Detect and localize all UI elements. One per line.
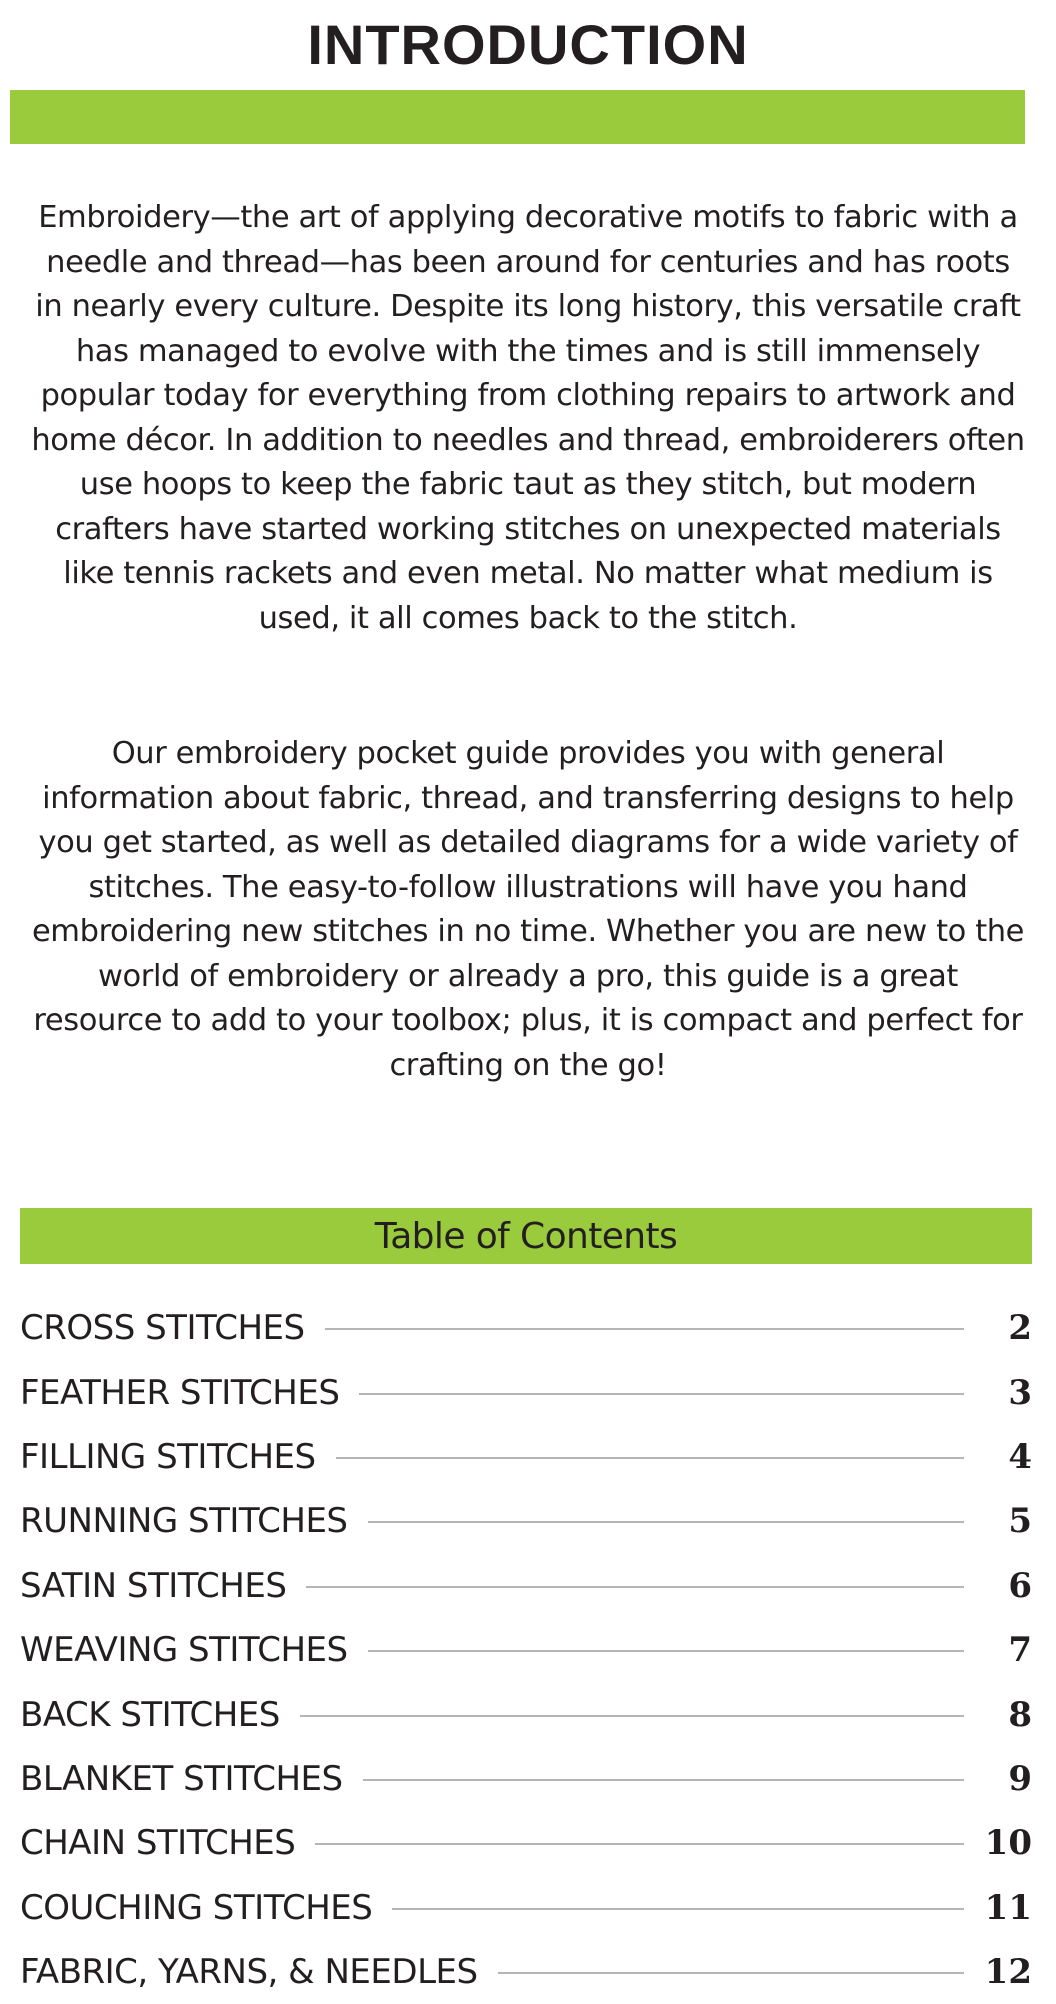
toc-leader-line [392,1908,964,1910]
toc-leader-line [368,1650,964,1652]
toc-leader-line [359,1393,964,1395]
toc-entry-label: BLANKET STITCHES [20,1758,343,1799]
toc-entry-page: 6 [1008,1565,1032,1606]
toc-leader-line [498,1972,964,1974]
toc-entry-label: SATIN STITCHES [20,1565,287,1606]
toc-heading: Table of Contents [20,1208,1032,1264]
toc-leader-line [363,1779,964,1781]
toc-entry[interactable] [20,1360,1032,1424]
toc-entry[interactable] [20,1489,1032,1553]
toc-entry-label: WEAVING STITCHES [20,1630,348,1671]
toc-entry[interactable] [20,1876,1032,1940]
toc-entry-label: COUCHING STITCHES [20,1887,373,1928]
toc-entry[interactable] [20,1940,1032,2004]
toc-entry-page: 12 [984,1952,1032,1993]
intro-paragraph-2: Our embroidery pocket guide provides you with general information about fabric, thread, and transferring designs to help you get started, as well as detailed diagrams for a wide variety of stitches. The easy-to-follow illustrations will have you hand embroidering new stitches in no time. Whether you are new to the world of embroidery or already a pro, this guide is a great resource to add to your toolbox; plus, it is compact and perfect for crafting on the go! [31,736,1025,1083]
toc-leader-line [300,1715,964,1717]
toc-leader-line [368,1521,964,1523]
toc-entry[interactable] [20,1296,1032,1360]
toc-entry-label: CHAIN STITCHES [20,1823,296,1864]
toc-leader-line [325,1328,964,1330]
toc-entry-page: 2 [1008,1308,1032,1349]
toc-entry-label: CROSS STITCHES [20,1308,305,1349]
toc-entry-label: FABRIC, YARNS, & NEEDLES [20,1952,478,1993]
page-title: INTRODUCTION [307,13,749,76]
title-accent-bar [10,90,1025,144]
toc-entry-page: 5 [1008,1501,1032,1542]
toc-entry[interactable] [20,1747,1032,1811]
toc-entry-page: 9 [1008,1758,1032,1799]
toc-entry[interactable] [20,1811,1032,1875]
toc-entry-page: 3 [1008,1372,1032,1413]
toc-leader-line [306,1586,964,1588]
toc-leader-line [336,1457,964,1459]
toc-entry-label: BACK STITCHES [20,1694,280,1735]
toc-entry[interactable] [20,1554,1032,1618]
toc-leader-line [315,1843,964,1845]
toc-entry[interactable] [20,1618,1032,1682]
toc-entry[interactable] [20,1682,1032,1746]
toc-entry-page: 8 [1008,1694,1032,1735]
toc-entry-label: RUNNING STITCHES [20,1501,348,1542]
intro-paragraph-1: Embroidery—the art of applying decorative motifs to fabric with a needle and thread—has been around for centuries and has roots in nearly every culture. Despite its long history, this versatile craft has managed to evolve with the times and is still immensely popular today for everything from clothing repairs to artwork and home décor. In addition to needles and thread, embroiderers often use hoops to keep the fabric taut as they stitch, but modern crafters have started working stitches on unexpected materials like tennis rackets and even metal. No matter what medium is used, it all comes back to the stitch. [31,200,1025,636]
toc-entry-page: 4 [1008,1436,1032,1477]
toc-entry-page: 11 [984,1887,1032,1928]
toc-entry-page: 7 [1008,1630,1032,1671]
toc-entry-label: FEATHER STITCHES [20,1372,340,1413]
toc-entry-page: 10 [984,1823,1032,1864]
toc-entry-label: FILLING STITCHES [20,1436,316,1477]
toc-entry[interactable] [20,1425,1032,1489]
table-of-contents [20,1296,1032,2004]
